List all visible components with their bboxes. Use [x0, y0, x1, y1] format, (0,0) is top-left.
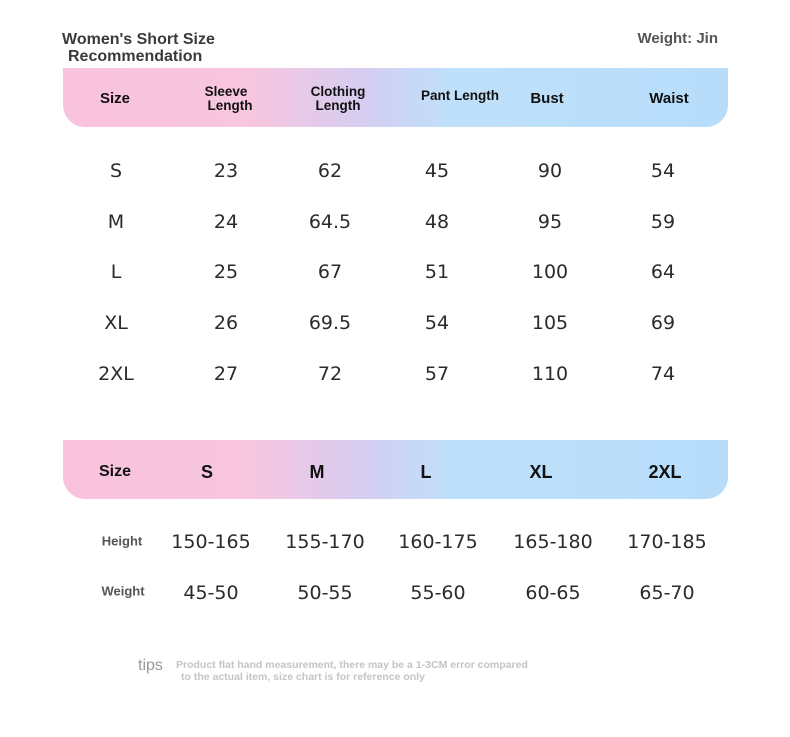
tips-label: tips: [138, 657, 163, 674]
cell-bust: 95: [537, 211, 563, 233]
t2-header-size: Size: [98, 463, 132, 480]
cell-clothing: 69.5: [308, 312, 352, 334]
cell-size: L: [110, 261, 122, 283]
cell-weight: 55-60: [410, 582, 466, 604]
t1-header-size: Size: [99, 90, 131, 107]
cell-waist: 54: [650, 160, 676, 182]
t1-header-bust: Bust: [530, 90, 564, 107]
cell-size: S: [109, 160, 123, 182]
cell-waist: 59: [650, 211, 676, 233]
t1-header-sleeve-l2: Length: [207, 98, 253, 113]
t1-header-clothing-l1: Clothing: [310, 84, 366, 99]
cell-size: 2XL: [98, 363, 134, 385]
cell-pant: 57: [424, 363, 450, 385]
cell-height: 160-175: [398, 531, 478, 553]
cell-size: XL: [104, 312, 128, 334]
cell-height: 170-185: [627, 531, 707, 553]
cell-size: M: [107, 211, 125, 233]
title-line-1: Women's Short Size: [62, 31, 215, 48]
t2-header-l: L: [420, 462, 432, 482]
t1-header-sleeve-l1: Sleeve: [204, 84, 248, 99]
cell-clothing: 62: [317, 160, 343, 182]
cell-height: 155-170: [285, 531, 365, 553]
table1-header-band: [63, 68, 728, 127]
t1-header-clothing-l2: Length: [315, 98, 361, 113]
unit-note: Weight: Jin: [637, 30, 718, 47]
cell-waist: 69: [650, 312, 676, 334]
t2-header-xl: XL: [529, 462, 553, 482]
cell-height: 165-180: [513, 531, 593, 553]
cell-sleeve: 27: [213, 363, 239, 385]
cell-clothing: 67: [317, 261, 343, 283]
cell-weight: 60-65: [525, 582, 581, 604]
cell-pant: 48: [424, 211, 450, 233]
cell-clothing: 72: [317, 363, 343, 385]
cell-bust: 110: [531, 363, 569, 385]
cell-sleeve: 26: [213, 312, 239, 334]
t2-header-2xl: 2XL: [648, 462, 682, 482]
cell-weight: 50-55: [297, 582, 353, 604]
cell-waist: 74: [650, 363, 676, 385]
weight-label: Weight: [101, 583, 145, 599]
t2-header-s: S: [200, 462, 214, 482]
t1-header-waist: Waist: [649, 90, 689, 107]
cell-pant: 51: [424, 261, 450, 283]
tips-line-2: to the actual item, size chart is for reference only: [181, 671, 425, 683]
tips-line-1: Product flat hand measurement, there may be a 1-3CM error compared: [176, 659, 528, 671]
t1-header-pant-length: Pant Length: [421, 88, 499, 103]
cell-waist: 64: [650, 261, 676, 283]
cell-weight: 45-50: [183, 582, 239, 604]
t1-header-sleeve-length: [190, 85, 270, 113]
page-title: [62, 31, 215, 65]
tips-text: [176, 659, 646, 683]
cell-pant: 54: [424, 312, 450, 334]
cell-weight: 65-70: [639, 582, 695, 604]
cell-bust: 100: [531, 261, 569, 283]
cell-sleeve: 25: [213, 261, 239, 283]
cell-bust: 105: [531, 312, 569, 334]
cell-clothing: 64.5: [308, 211, 352, 233]
table2-header-band: [63, 440, 728, 499]
height-label: Height: [101, 533, 143, 549]
t1-header-clothing-length: [298, 85, 378, 113]
cell-pant: 45: [424, 160, 450, 182]
cell-height: 150-165: [171, 531, 251, 553]
cell-sleeve: 24: [213, 211, 239, 233]
title-line-2: Recommendation: [68, 48, 203, 65]
t2-header-m: M: [309, 462, 325, 482]
cell-sleeve: 23: [213, 160, 239, 182]
cell-bust: 90: [537, 160, 563, 182]
